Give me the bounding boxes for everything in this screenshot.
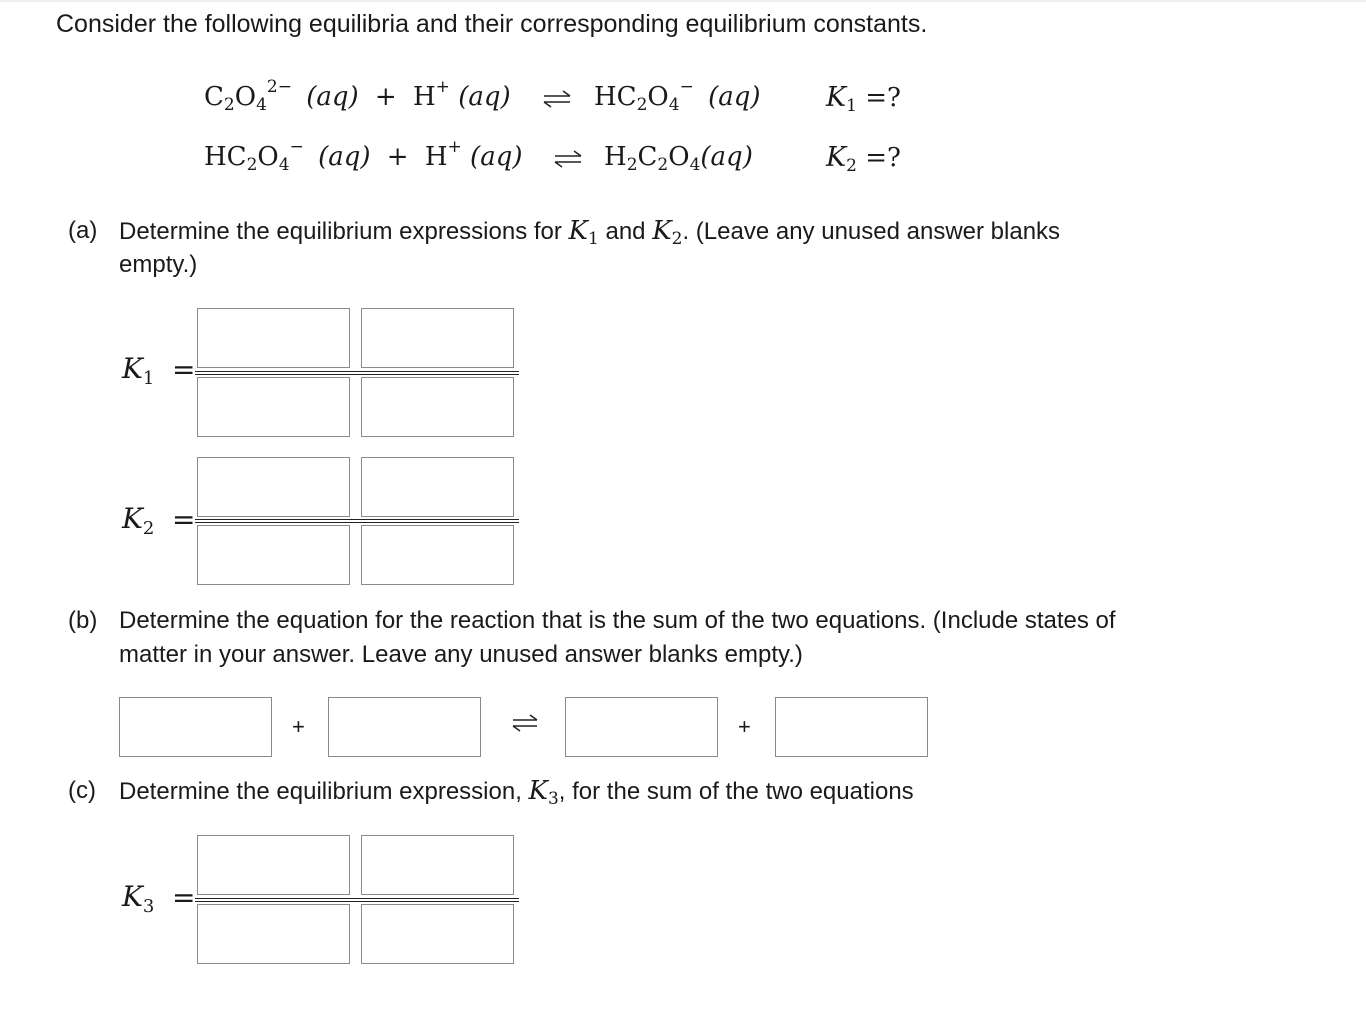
part-a-question-line2: empty.) [119,251,198,278]
k1-equals: = [172,353,196,386]
k2-denominator-input-2[interactable] [361,525,514,585]
equilibrium-arrow-icon [510,714,540,732]
equilibrium-arrow-icon [551,150,585,168]
k2-denominator-input-1[interactable] [197,525,350,585]
part-c-label: (c) [68,777,96,804]
part-b-question-line2: matter in your answer. Leave any unused answer blanks empty.) [119,641,803,668]
k2-numerator-input-2[interactable] [361,457,514,517]
part-b-label: (b) [68,607,98,634]
plus-sign: + [738,714,751,739]
part-c-question: Determine the equilibrium expression, $K_3$, for the sum of the two equations [119,776,914,809]
k1-denominator-input-1[interactable] [197,377,350,437]
part-b-question: Determine the equation for the reaction that is the sum of the two equations. (Include states of [119,607,1116,634]
k1-constant: $K_1$ =? [826,82,901,116]
part-a-label: (a) [68,217,98,244]
sum-product-input-1[interactable] [565,697,718,757]
k2-constant: $K_2$ =? [826,142,901,176]
top-divider [0,0,1366,2]
k1-numerator-input-1[interactable] [197,308,350,368]
sum-reactant-input-1[interactable] [119,697,272,757]
k1-denominator-input-2[interactable] [361,377,514,437]
reaction-2-product: $H_2C_2O_4(aq)$ [604,142,753,175]
k3-fraction-bar [195,898,519,902]
k2-fraction-bar [195,519,519,523]
plus-sign: + [292,714,305,739]
k3-equals: = [172,881,196,914]
k3-numerator-input-2[interactable] [361,835,514,895]
reaction-2: $HC_2O_4^-$ (aq) + H+ (aq) [204,137,523,175]
k2-numerator-input-1[interactable] [197,457,350,517]
equilibrium-arrow-icon [540,90,574,108]
k3-denominator-input-1[interactable] [197,904,350,964]
sum-reactant-input-2[interactable] [328,697,481,757]
k2-fraction-label: $K_2$ [122,502,155,539]
intro-text: Consider the following equilibria and their corresponding equilibrium constants. [56,10,928,38]
reaction-1-product: $HC_2O_4^-$ (aq) [594,77,761,115]
k2-equals: = [172,503,196,536]
sum-product-input-2[interactable] [775,697,928,757]
reaction-1: $C_2O_4^{2-}$ (aq) + H+ (aq) [204,77,511,115]
k3-numerator-input-1[interactable] [197,835,350,895]
k3-fraction-label: $K_3$ [122,880,155,917]
part-a-question: Determine the equilibrium expressions for $K_1$ and $K_2$. (Leave any unused answer blanks [119,216,1061,249]
k1-fraction-bar [195,371,519,375]
k1-fraction-label: $K_1$ [122,352,155,389]
k1-numerator-input-2[interactable] [361,308,514,368]
k3-denominator-input-2[interactable] [361,904,514,964]
